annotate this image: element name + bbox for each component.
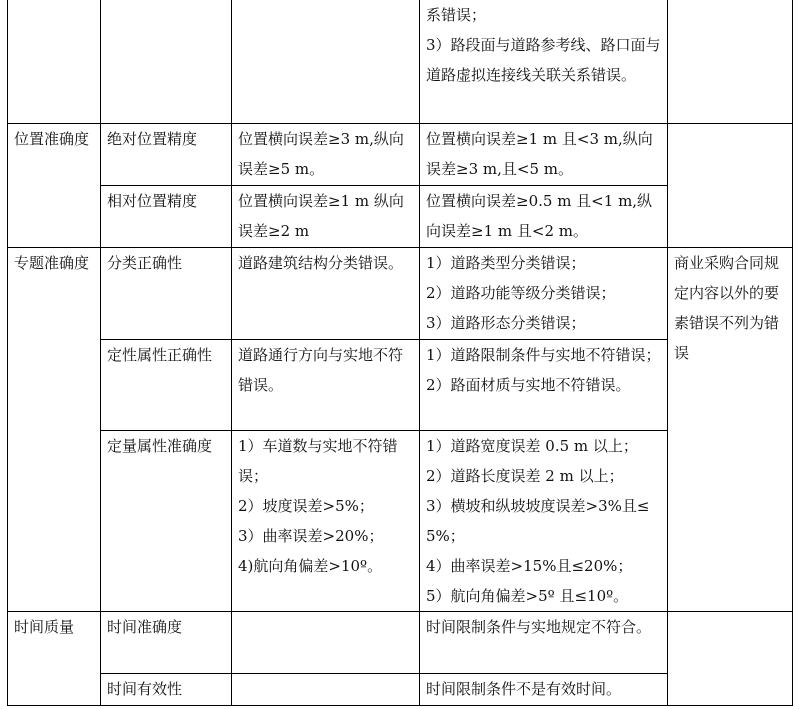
general-error-line: 3）道路形态分类错误； bbox=[426, 313, 586, 332]
note-cell bbox=[668, 247, 793, 611]
general-error-line: 1）道路类型分类错误； bbox=[426, 253, 586, 272]
serious-error-cell bbox=[232, 673, 420, 705]
general-error-line: 位置横向误差≥0.5 m 且<1 m,纵向误差≥1 m 且<2 m。 bbox=[426, 191, 653, 240]
general-error-line: 位置横向误差≥1 m 且<3 m,纵向误差≥3 m,且<5 m。 bbox=[426, 129, 653, 178]
category-cell bbox=[8, 611, 101, 705]
item-cell bbox=[101, 673, 232, 705]
note-cell bbox=[668, 611, 793, 705]
general-error-line: 时间限制条件与实地规定不符合。 bbox=[426, 617, 652, 636]
serious-error-line: 位置横向误差≥1 m 纵向误差≥2 m bbox=[238, 191, 404, 240]
general-error-line: 2）道路功能等级分类错误； bbox=[426, 283, 616, 302]
note-cell bbox=[668, 0, 793, 123]
serious-error-cell bbox=[232, 430, 420, 611]
general-error-line: 系错误； bbox=[426, 6, 487, 24]
note-cell bbox=[668, 123, 793, 247]
serious-error-line: 2）坡度误差>5%； bbox=[238, 496, 374, 515]
general-error-line: 时间限制条件不是有效时间。 bbox=[426, 679, 622, 698]
item-cell bbox=[101, 430, 232, 611]
general-error-line: 2）道路长度误差 2 m 以上； bbox=[426, 466, 624, 485]
table-row bbox=[8, 0, 793, 123]
item-cell bbox=[101, 611, 232, 673]
general-error-cell bbox=[420, 185, 668, 247]
general-error-cell bbox=[420, 0, 668, 123]
general-error-cell bbox=[420, 673, 668, 705]
general-error-cell bbox=[420, 123, 668, 185]
general-error-cell bbox=[420, 430, 668, 611]
serious-error-cell bbox=[232, 185, 420, 247]
category-label: 专题准确度 bbox=[14, 253, 90, 272]
item-label: 时间准确度 bbox=[107, 617, 183, 636]
item-label: 分类正确性 bbox=[107, 253, 183, 272]
general-error-line: 1）道路限制条件与实地不符错误； bbox=[426, 345, 661, 364]
category-label: 位置准确度 bbox=[14, 129, 90, 148]
table-row bbox=[8, 611, 793, 673]
general-error-cell bbox=[420, 247, 668, 339]
category-cell bbox=[8, 0, 101, 123]
general-error-line: 5）航向角偏差>5º 且≤10º。 bbox=[426, 586, 629, 605]
serious-error-cell bbox=[232, 0, 420, 123]
item-cell bbox=[101, 123, 232, 185]
general-error-cell bbox=[420, 339, 668, 430]
item-label: 定量属性准确度 bbox=[107, 436, 213, 455]
table-row bbox=[8, 247, 793, 339]
table-row bbox=[8, 123, 793, 185]
category-cell bbox=[8, 123, 101, 247]
general-error-line: 1）道路宽度误差 0.5 m 以上； bbox=[426, 436, 638, 455]
category-label: 时间质量 bbox=[14, 617, 75, 636]
item-label: 相对位置精度 bbox=[107, 191, 198, 210]
item-label: 定性属性正确性 bbox=[107, 345, 213, 364]
quality-error-table bbox=[7, 0, 793, 706]
item-label: 时间有效性 bbox=[107, 679, 183, 698]
general-error-line: 2）路面材质与实地不符错误。 bbox=[426, 375, 631, 394]
note-text: 商业采购合同规定内容以外的要素错误不列为错误 bbox=[674, 253, 780, 362]
general-error-line: 3）路段面与道路参考线、路口面与道路虚拟连接线关联关系错误。 bbox=[426, 36, 661, 84]
serious-error-cell bbox=[232, 123, 420, 185]
item-cell bbox=[101, 0, 232, 123]
item-cell bbox=[101, 339, 232, 430]
serious-error-line: 3）曲率误差>20%； bbox=[238, 526, 384, 545]
serious-error-line: 位置横向误差≥3 m,纵向误差≥5 m。 bbox=[238, 129, 404, 178]
serious-error-cell bbox=[232, 611, 420, 673]
item-label: 绝对位置精度 bbox=[107, 129, 198, 148]
serious-error-cell bbox=[232, 339, 420, 430]
item-cell bbox=[101, 185, 232, 247]
serious-error-line: 1）车道数与实地不符错误； bbox=[238, 436, 398, 485]
serious-error-line: 道路通行方向与实地不符错误。 bbox=[238, 345, 404, 394]
serious-error-line: 4)航向角偏差>10º。 bbox=[238, 556, 383, 575]
item-cell bbox=[101, 247, 232, 339]
category-cell bbox=[8, 247, 101, 611]
general-error-cell bbox=[420, 611, 668, 673]
quality-table-wrapper bbox=[7, 0, 793, 706]
general-error-line: 3）横坡和纵坡坡度误差>3%且≤5%； bbox=[426, 496, 650, 545]
serious-error-line: 道路建筑结构分类错误。 bbox=[238, 253, 404, 272]
serious-error-cell bbox=[232, 247, 420, 339]
general-error-line: 4）曲率误差>15%且≤20%； bbox=[426, 556, 633, 575]
